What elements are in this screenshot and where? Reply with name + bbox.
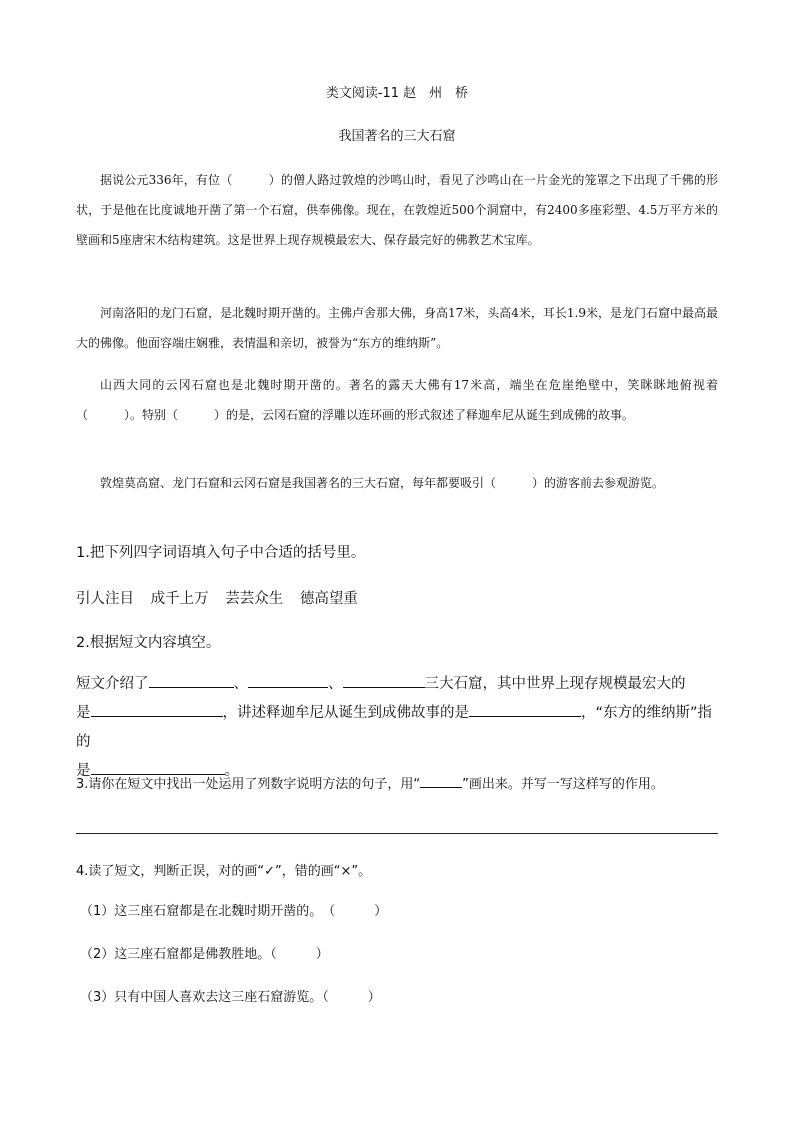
- word-bank-item: 引人注目: [76, 591, 134, 607]
- passage-paragraph-1: 据说公元336年，有位（ ）的僧人路过敦煌的沙鸣山时，看见了沙鸣山在一片金光的笼罩之下出现了千佛的形状，于是他在比度诚地开凿了第一个石窟，供奉佛像。现在，在敦煌近500个洞窟中，有2400多座彩塑、4.5万平方米的壁画和5座唐宋木结构建筑。这是世界上现存规模最宏大、保存最完好的佛教艺术宝库。: [76, 173, 718, 247]
- fill-line-2: [76, 699, 726, 757]
- judgement-item-3[interactable]: （3）只有中国人喜欢去这三座石窟游览。（ ）: [80, 990, 381, 1005]
- question-3-prompt: [76, 770, 726, 800]
- fill-text: 短文介绍了: [76, 676, 149, 692]
- question-2-fill-in: [76, 670, 726, 786]
- answer-line[interactable]: [76, 833, 718, 834]
- fill-text: ，“东方的维纳斯”指的: [76, 705, 713, 750]
- fill-text: 三大石窟，其中世界上现存规模最宏大的: [424, 676, 686, 692]
- fill-text: ，讲述释迦牟尼从诞生到成佛故事的是: [222, 705, 469, 721]
- passage-paragraph-4: 敦煌莫高窟、龙门石窟和云冈石窟是我国著名的三大石窟，每年都要吸引（ ）的游客前去参观游览。: [100, 476, 665, 490]
- question-3-text: 3.请你在短文中找出一处运用了列数字说明方法的句子，用“: [76, 777, 421, 792]
- answer-blank[interactable]: [248, 673, 328, 688]
- fill-line-1: [76, 670, 726, 699]
- word-bank-item: 德高望重: [299, 591, 358, 607]
- fill-separator: 、: [328, 676, 343, 692]
- question-4-prompt: 4.读了短文，判断正误，对的画“✓”，错的画“×”。: [76, 864, 372, 879]
- word-bank-item: 成千上万: [150, 591, 209, 607]
- passage-paragraph-3: 山西大同的云冈石窟也是北魏时期开凿的。著名的露天大佛有17米高，端坐在危崖绝壁中，笑眯眯地俯视着（ ）。特别（ ）的是，云冈石窟的浮雕以连环画的形式叙述了释迦牟尼从诞生到成佛的故事。: [76, 378, 718, 422]
- answer-blank[interactable]: [469, 702, 581, 717]
- underline-sample: [420, 773, 462, 788]
- judgement-item-2[interactable]: （2）这三座石窟都是佛教胜地。（ ）: [80, 947, 329, 962]
- question-3-text: ”画出来。并写一写这样写的作用。: [462, 777, 664, 792]
- word-bank-item: 芸芸众生: [225, 591, 284, 607]
- judgement-item-1[interactable]: （1）这三座石窟都是在北魏时期开凿的。 （ ）: [80, 904, 388, 919]
- question-1-prompt: 1.把下列四字词语填入句子中合适的括号里。: [76, 545, 366, 561]
- fill-text: 是: [76, 705, 91, 721]
- answer-blank[interactable]: [149, 673, 234, 688]
- fill-separator: 、: [233, 676, 248, 692]
- passage-paragraph-2: 河南洛阳的龙门石窟，是北魏时期开凿的。主佛卢舍那大佛，身高17米，头高4米，耳长1.9米，是龙门石窟中最高最大的佛像。他面容端庄娴雅，表情温和亲切，被誉为“东方的维纳斯”。: [76, 306, 718, 350]
- answer-blank[interactable]: [91, 702, 223, 717]
- question-2-prompt: 2.根据短文内容填空。: [76, 635, 221, 651]
- page-title: 类文阅读-11 赵 州 桥: [325, 86, 469, 101]
- passage-title: 我国著名的三大石窟: [338, 129, 456, 144]
- fill-text: 。: [224, 763, 239, 779]
- fill-text: 是: [76, 763, 91, 779]
- answer-blank[interactable]: [343, 673, 425, 688]
- word-bank: [76, 584, 370, 614]
